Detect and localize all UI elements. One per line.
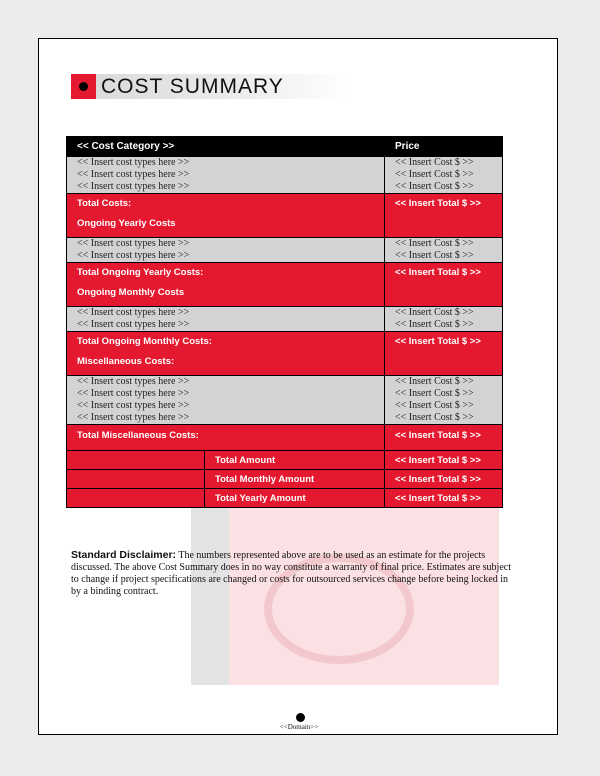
cost-type-item: << Insert cost types here >> xyxy=(77,319,190,330)
cost-price-item: << Insert Cost $ >> xyxy=(395,250,474,261)
cost-type-item: << Insert cost types here >> xyxy=(77,307,190,318)
cost-type-item: << Insert cost types here >> xyxy=(77,388,190,399)
cost-price-item: << Insert Cost $ >> xyxy=(395,181,474,192)
cost-types-cell xyxy=(67,376,385,425)
title-bullet-square xyxy=(71,74,96,99)
cost-types-cell xyxy=(67,238,385,263)
group-total-row xyxy=(67,263,503,307)
group-total-label: Total Costs: xyxy=(77,198,132,209)
cost-type-item: << Insert cost types here >> xyxy=(77,376,190,387)
disclaimer-heading: Standard Disclaimer: xyxy=(71,549,177,561)
section-heading: Miscellaneous Costs: xyxy=(77,356,175,367)
cost-type-item: << Insert cost types here >> xyxy=(77,169,190,180)
group-total-label: Total Ongoing Monthly Costs: xyxy=(77,336,212,347)
summary-value: << Insert Total $ >> xyxy=(385,489,503,508)
summary-label: Total Amount xyxy=(205,451,385,470)
cost-price-item: << Insert Cost $ >> xyxy=(395,319,474,330)
cost-type-item: << Insert cost types here >> xyxy=(77,250,190,261)
group-total-value: << Insert Total $ >> xyxy=(395,198,481,209)
summary-blank-cell xyxy=(67,470,205,489)
cost-types-cell xyxy=(67,307,385,332)
cost-table xyxy=(66,136,503,508)
group-total-row xyxy=(67,194,503,238)
document-page xyxy=(38,38,558,735)
cost-type-item: << Insert cost types here >> xyxy=(77,181,190,192)
cost-price-item: << Insert Cost $ >> xyxy=(395,400,474,411)
section-heading: Ongoing Monthly Costs xyxy=(77,287,185,298)
page-title: COST SUMMARY xyxy=(101,75,284,98)
cost-items-row xyxy=(67,307,503,332)
cost-type-item: << Insert cost types here >> xyxy=(77,412,190,423)
title-bar xyxy=(71,74,351,99)
group-total-label-cell xyxy=(67,425,385,451)
cost-price-item: << Insert Cost $ >> xyxy=(395,169,474,180)
header-price: Price xyxy=(385,137,503,157)
cost-items-row xyxy=(67,157,503,194)
group-total-row xyxy=(67,332,503,376)
cost-items-row xyxy=(67,238,503,263)
group-total-label-cell xyxy=(67,332,385,376)
cost-price-item: << Insert Cost $ >> xyxy=(395,307,474,318)
cost-price-item: << Insert Cost $ >> xyxy=(395,157,474,168)
cost-types-cell xyxy=(67,157,385,194)
title-bullet-dot xyxy=(79,82,88,91)
summary-label: Total Monthly Amount xyxy=(205,470,385,489)
group-total-value: << Insert Total $ >> xyxy=(395,430,481,441)
summary-label: Total Yearly Amount xyxy=(205,489,385,508)
summary-value: << Insert Total $ >> xyxy=(385,470,503,489)
summary-blank-cell xyxy=(67,451,205,470)
disclaimer xyxy=(71,549,516,598)
group-total-label: Total Miscellaneous Costs: xyxy=(77,430,199,441)
summary-blank-cell xyxy=(67,489,205,508)
cost-price-item: << Insert Cost $ >> xyxy=(395,376,474,387)
group-total-value: << Insert Total $ >> xyxy=(395,267,481,278)
group-total-value-cell xyxy=(385,194,503,238)
summary-row xyxy=(67,489,503,508)
group-total-value-cell xyxy=(385,332,503,376)
disclaimer-text: The numbers represented above are to be used as an estimate for the projects discussed. The above Cost Summary does in no way constitute a warranty of final price. Estimates are subject to change if project specifications are changed or costs for outsourced services change before being locked in by a binding contract. xyxy=(71,550,511,597)
footer-dot xyxy=(296,713,305,722)
summary-row xyxy=(67,470,503,489)
section-heading: Ongoing Yearly Costs xyxy=(77,218,176,229)
group-total-label-cell xyxy=(67,194,385,238)
cost-prices-cell xyxy=(385,157,503,194)
group-total-value: << Insert Total $ >> xyxy=(395,336,481,347)
group-total-label-cell xyxy=(67,263,385,307)
group-total-value-cell xyxy=(385,425,503,451)
group-total-label: Total Ongoing Yearly Costs: xyxy=(77,267,204,278)
cost-type-item: << Insert cost types here >> xyxy=(77,157,190,168)
cost-prices-cell xyxy=(385,376,503,425)
cost-items-row xyxy=(67,376,503,425)
group-total-value-cell xyxy=(385,263,503,307)
cost-prices-cell xyxy=(385,307,503,332)
table-header-row xyxy=(67,137,503,157)
group-total-row xyxy=(67,425,503,451)
footer-domain: <<Domain>> xyxy=(279,723,319,731)
summary-value: << Insert Total $ >> xyxy=(385,451,503,470)
summary-row xyxy=(67,451,503,470)
cost-type-item: << Insert cost types here >> xyxy=(77,238,190,249)
cost-type-item: << Insert cost types here >> xyxy=(77,400,190,411)
cost-price-item: << Insert Cost $ >> xyxy=(395,412,474,423)
cost-price-item: << Insert Cost $ >> xyxy=(395,238,474,249)
cost-prices-cell xyxy=(385,238,503,263)
cost-price-item: << Insert Cost $ >> xyxy=(395,388,474,399)
header-category: << Cost Category >> xyxy=(67,137,385,157)
